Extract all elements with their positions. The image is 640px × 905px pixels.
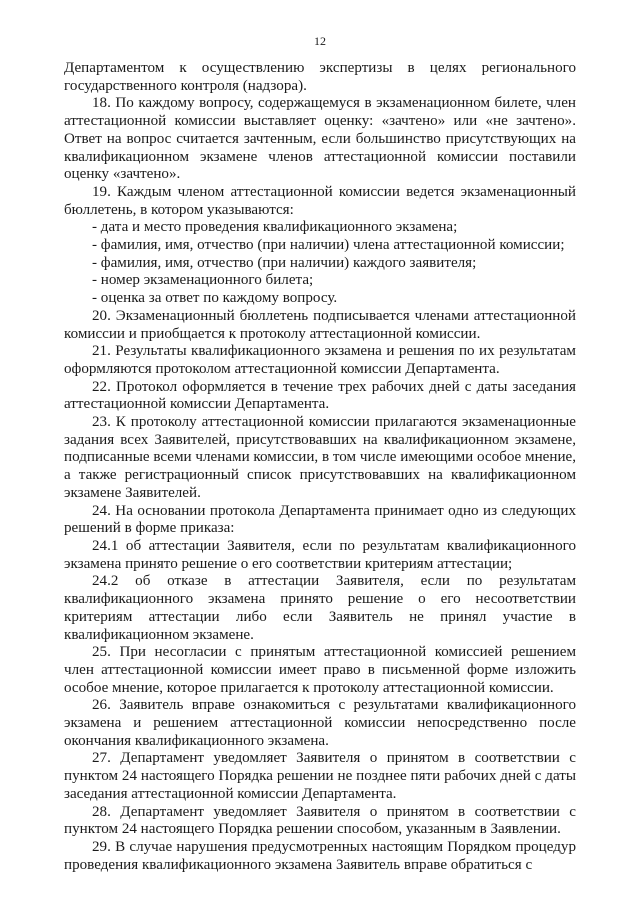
- paragraph: 25. При несогласии с принятым аттестационной комиссией решением член аттестационной комиссии имеет право в письменной форме изложить особое мнение, которое прилагается к протоколу аттестационной комиссии.: [64, 644, 576, 696]
- paragraph: 20. Экзаменационный бюллетень подписывается членами аттестационной комиссии и приобщается к протоколу аттестационной комиссии.: [64, 307, 576, 342]
- paragraph: 24. На основании протокола Департамента принимает одно из следующих решений в форме приказа:: [64, 502, 576, 537]
- paragraph: Департаментом к осуществлению экспертизы в целях регионального государственного контроля (надзора).: [64, 60, 576, 94]
- paragraph: 21. Результаты квалификационного экзамена и решения по их результатам оформляются протоколом аттестационной комиссии Департамента.: [64, 343, 576, 377]
- paragraph: 23. К протоколу аттестационной комиссии прилагаются экзаменационные задания всех Заявителей, присутствовавших на квалификационном экзамене, подписанные всеми членами комиссии, в том числе имеющими особое мнение, а также регистрационный список присутствовавших на квалификационном экзамене Заявителей.: [64, 414, 576, 501]
- page-number: 12: [314, 34, 326, 48]
- paragraph: 28. Департамент уведомляет Заявителя о принятом в соответствии с пунктом 24 настоящего Порядка решении способом, указанным в Заявлении.: [64, 803, 576, 838]
- paragraph: 22. Протокол оформляется в течение трех рабочих дней с даты заседания аттестационной комиссии Департамента.: [64, 378, 576, 413]
- paragraph: 29. В случае нарушения предусмотренных настоящим Порядком процедур проведения квалификационного экзамена Заявитель вправе обратиться с: [64, 838, 576, 873]
- paragraph: 27. Департамент уведомляет Заявителя о принятом в соответствии с пунктом 24 настоящего Порядка решении не позднее пяти рабочих дней с даты заседания аттестационной комиссии Департамента.: [64, 750, 576, 802]
- list-item: - номер экзаменационного билета;: [92, 272, 314, 289]
- list-item: - дата и место проведения квалификационного экзамена;: [92, 219, 458, 236]
- paragraph: 24.2 об отказе в аттестации Заявителя, если по результатам квалификационного экзамена принято решение о его несоответствии критериям аттестации либо если Заявитель не принял участие в квалификационном экзамене.: [64, 573, 576, 643]
- document-body: [64, 60, 576, 874]
- list-item: - фамилия, имя, отчество (при наличии) каждого заявителя;: [92, 254, 477, 271]
- paragraph: 19. Каждым членом аттестационной комиссии ведется экзаменационный бюллетень, в котором указываются:: [64, 183, 576, 218]
- paragraph: 26. Заявитель вправе ознакомиться с результатами квалификационного экзамена и решением аттестационной комиссии непосредственно после окончания квалификационного экзамена.: [64, 697, 576, 749]
- paragraph: 18. По каждому вопросу, содержащемуся в экзаменационном билете, член аттестационной комиссии выставляет оценку: «зачтено» или «не зачтено». Ответ на вопрос считается зачтенным, если большинство присутствующих на квалификационном экзамене членов аттестационной комиссии поставили оценку «зачтено».: [64, 95, 576, 183]
- paragraph: 24.1 об аттестации Заявителя, если по результатам квалификационного экзамена принято решение о его соответствии критериям аттестации;: [64, 537, 576, 572]
- list-item: - фамилия, имя, отчество (при наличии) члена аттестационной комиссии;: [92, 237, 565, 254]
- list-item: - оценка за ответ по каждому вопросу.: [92, 290, 338, 307]
